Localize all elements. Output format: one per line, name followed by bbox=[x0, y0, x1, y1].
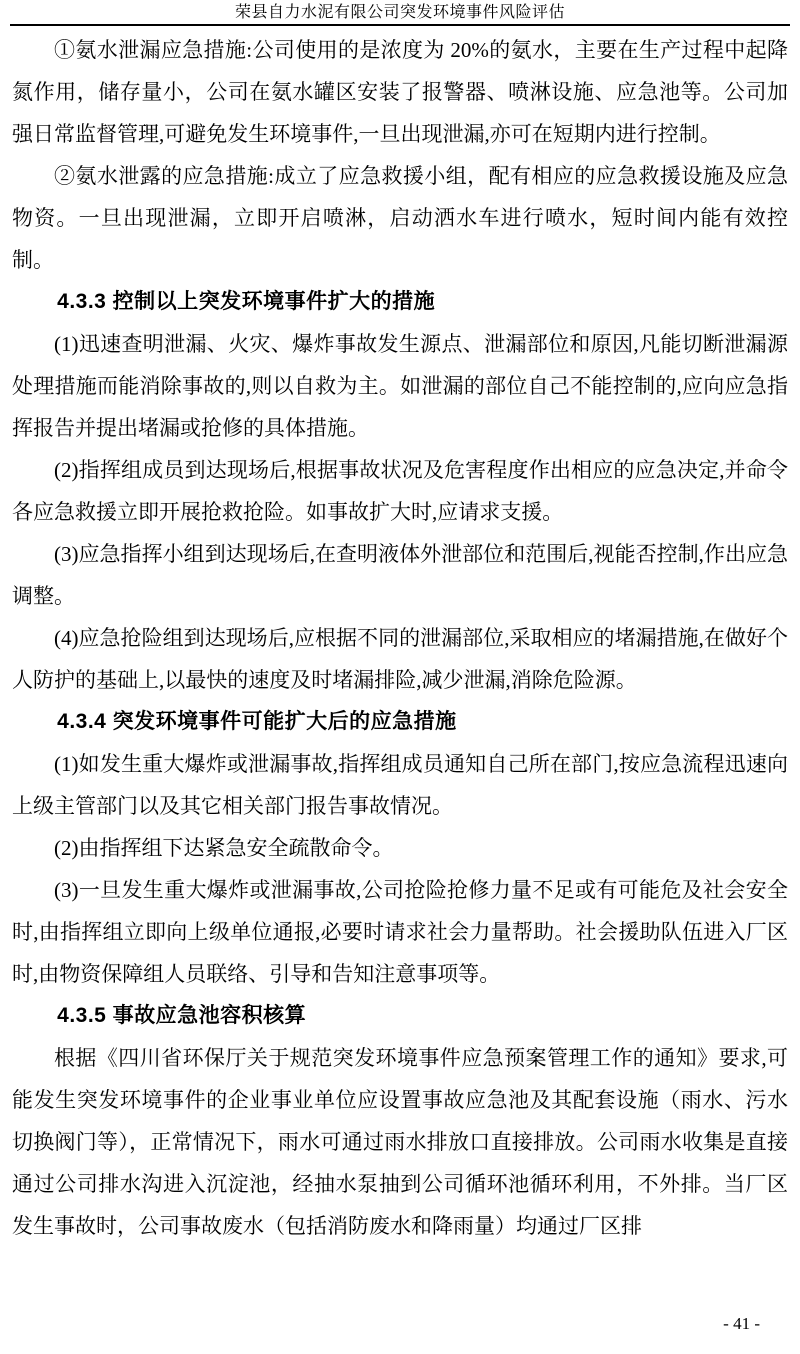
para-ammonia-leak-emergency-measures: ①氨水泄漏应急措施:公司使用的是浓度为 20%的氨水，主要在生产过程中起降氮作用，储存量小，公司在氨水罐区安装了报警器、喷淋设施、应急池等。公司加强日常监督管理,可避免发生环境事件,一旦出现泄漏,亦可在短期内进行控制。 bbox=[12, 38, 788, 146]
para-4-3-4-item-2: (2)由指挥组下达紧急安全疏散命令。 bbox=[54, 836, 394, 860]
heading-4-3-4-post-expansion-emergency-measures: 4.3.4 突发环境事件可能扩大后的应急措施 bbox=[57, 710, 457, 733]
header-rule bbox=[10, 24, 790, 26]
para-4-3-5-body: 根据《四川省环保厅关于规范突发环境事件应急预案管理工作的通知》要求,可能发生突发环境事件的企业事业单位应设置事故应急池及其配套设施（雨水、污水切换阀门等），正常情况下，雨水可通过雨水排放口直接排放。公司雨水收集是直接通过公司排水沟进入沉淀池，经抽水泵抽到公司循环池循环利用，不外排。当厂区发生事故时，公司事故废水（包括消防废水和降雨量）均通过厂区排 bbox=[12, 1046, 788, 1238]
para-4-3-4-item-1: (1)如发生重大爆炸或泄漏事故,指挥组成员通知自己所在部门,按应急流程迅速向上级主管部门以及其它相关部门报告事故情况。 bbox=[12, 752, 788, 818]
heading-4-3-5-emergency-pool-volume-calculation: 4.3.5 事故应急池容积核算 bbox=[57, 1004, 307, 1027]
para-4-3-3-item-4: (4)应急抢险组到达现场后,应根据不同的泄漏部位,采取相应的堵漏措施,在做好个人防护的基础上,以最快的速度及时堵漏排险,减少泄漏,消除危险源。 bbox=[12, 626, 788, 692]
para-4-3-3-item-3: (3)应急指挥小组到达现场后,在查明液体外泄部位和范围后,视能否控制,作出应急调整。 bbox=[12, 542, 788, 608]
para-4-3-4-item-3: (3)一旦发生重大爆炸或泄漏事故,公司抢险抢修力量不足或有可能危及社会安全时,由指挥组立即向上级单位通报,必要时请求社会力量帮助。社会援助队伍进入厂区时,由物资保障组人员联络、引导和告知注意事项等。 bbox=[12, 878, 788, 986]
page-number: - 41 - bbox=[723, 1314, 760, 1333]
heading-4-3-3-control-expansion-measures: 4.3.3 控制以上突发环境事件扩大的措施 bbox=[57, 290, 436, 313]
para-ammonia-release-emergency-measures: ②氨水泄露的应急措施:成立了应急救援小组，配有相应的应急救援设施及应急物资。一旦出现泄漏，立即开启喷淋，启动洒水车进行喷水，短时间内能有效控制。 bbox=[12, 164, 788, 272]
para-4-3-3-item-2: (2)指挥组成员到达现场后,根据事故状况及危害程度作出相应的应急决定,并命令各应急救援立即开展抢救抢险。如事故扩大时,应请求支援。 bbox=[12, 458, 788, 524]
page-header-title: 荣县自力水泥有限公司突发环境事件风险评估 bbox=[234, 4, 565, 21]
document-body bbox=[12, 29, 788, 1247]
para-4-3-3-item-1: (1)迅速查明泄漏、火灾、爆炸事故发生源点、泄漏部位和原因,凡能切断泄漏源处理措施而能消除事故的,则以自救为主。如泄漏的部位自己不能控制的,应向应急指挥报告并提出堵漏或抢修的具体措施。 bbox=[12, 332, 788, 440]
